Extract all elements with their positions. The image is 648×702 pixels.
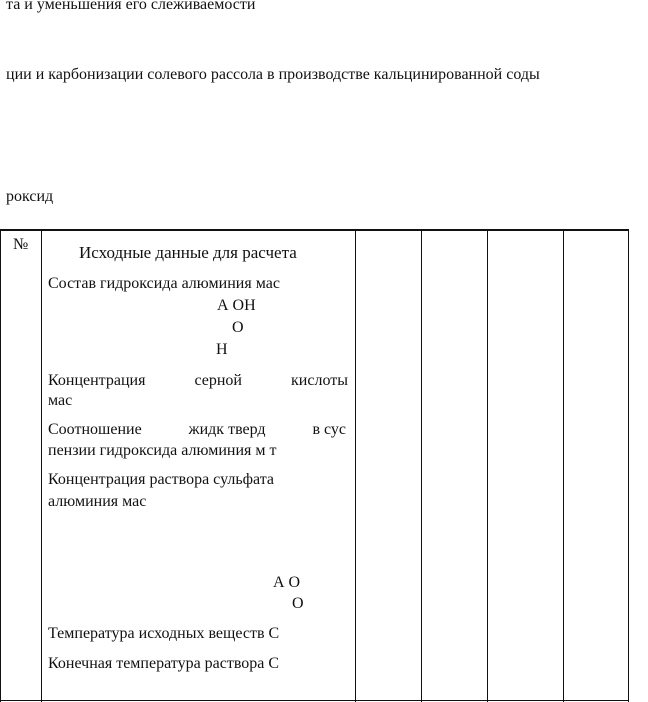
ratio-line-1 xyxy=(48,420,346,439)
column-divider xyxy=(487,231,488,702)
ratio-line-2: пензии гидроксида алюминия м т xyxy=(48,442,277,459)
column-divider xyxy=(41,231,42,702)
acid-concentration-line-2: мас xyxy=(48,392,73,409)
composition-label: Состав гидроксида алюминия мас xyxy=(48,275,280,292)
word: Соотношение xyxy=(48,421,142,438)
text-line-2: ции и карбонизации солевого рассола в производстве кальцинированной соды xyxy=(6,66,540,83)
data-table xyxy=(0,229,629,702)
initial-temperature-label: Температура исходных веществ С xyxy=(48,625,280,642)
word: жидк тверд xyxy=(188,421,266,438)
word: Концентрация xyxy=(48,372,146,389)
formula-part: О xyxy=(232,319,244,336)
word: кислоты xyxy=(291,372,348,389)
bottom-border xyxy=(1,700,629,701)
number-header: № xyxy=(13,236,29,253)
text-line-1: та и уменьшения его слеживаемости xyxy=(6,0,256,13)
formula-part: Н xyxy=(216,341,228,358)
sulfate-line-2: алюминия мас xyxy=(48,493,147,510)
text-line-3: роксид xyxy=(6,188,54,205)
acid-concentration-line-1 xyxy=(48,371,348,390)
column-divider xyxy=(628,231,629,702)
word: серной xyxy=(194,372,242,389)
sulfate-line-1: Концентрация раствора сульфата xyxy=(48,471,274,488)
formula-part: А ОН xyxy=(217,297,256,314)
word: в сус xyxy=(312,421,346,438)
formula-part: О xyxy=(292,595,304,612)
final-temperature-label: Конечная температура раствора С xyxy=(48,655,280,672)
formula-part: А О xyxy=(273,574,301,591)
column-divider xyxy=(421,231,422,702)
table-header: Исходные данные для расчета xyxy=(79,243,297,262)
column-divider xyxy=(355,231,356,702)
column-divider xyxy=(563,231,564,702)
